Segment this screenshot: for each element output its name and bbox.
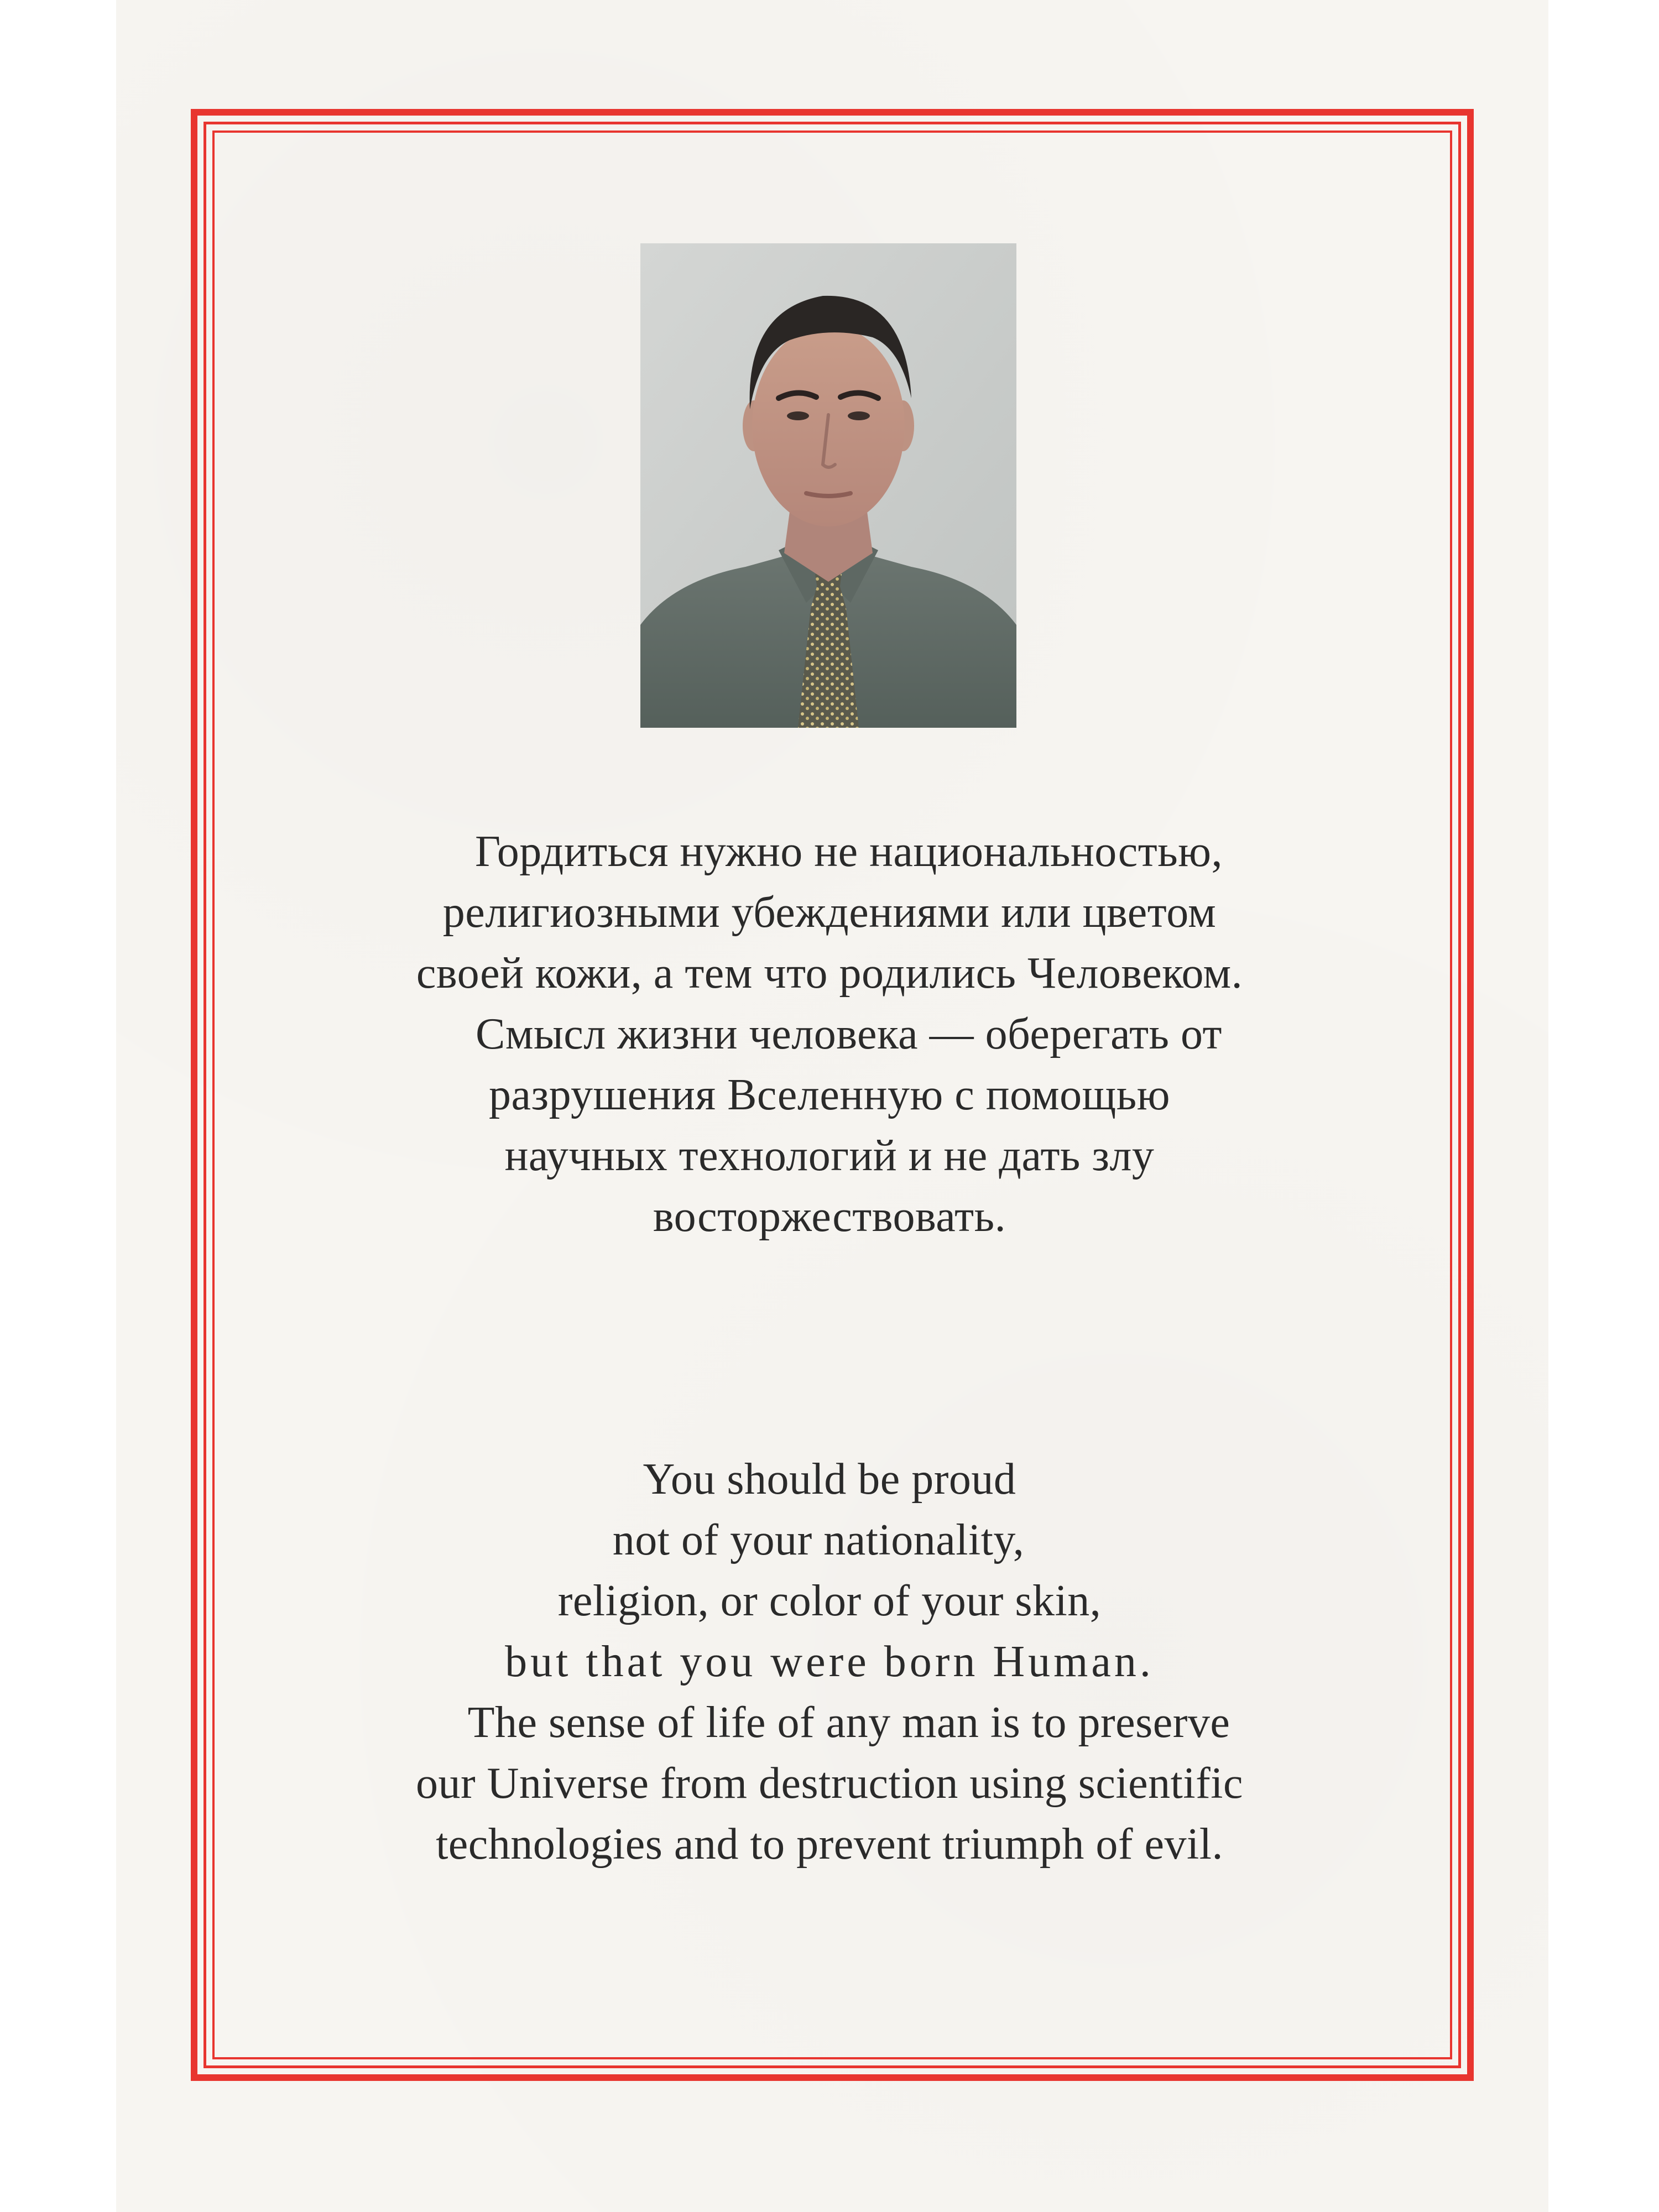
portrait-illustration: [640, 243, 1016, 728]
english-quote: [332, 1449, 1327, 1875]
english-line-2: not of your nationality,: [612, 1516, 1025, 1564]
english-line-6: our Universe from destruction using scientific: [416, 1759, 1243, 1808]
russian-line-5: разрушения Вселенную с помощью: [488, 1071, 1171, 1119]
russian-line-4: Смысл жизни человека — оберегать от: [476, 1010, 1222, 1058]
english-line-5: The sense of life of any man is to preserve: [467, 1698, 1230, 1747]
english-line-7: technologies and to prevent triumph of evil.: [436, 1820, 1223, 1869]
russian-line-2: религиозными убеждениями или цветом: [442, 888, 1217, 937]
russian-quote: [332, 821, 1327, 1247]
english-line-1: You should be proud: [643, 1455, 1016, 1504]
russian-line-3: своей кожи, а тем что родились Человеком.: [416, 949, 1243, 998]
russian-line-1: Гордиться нужно не национальностью,: [475, 827, 1223, 876]
author-portrait-photo: [640, 243, 1016, 728]
russian-line-7: восторжествовать.: [653, 1192, 1006, 1241]
english-line-3: religion, or color of your skin,: [557, 1577, 1102, 1625]
english-line-4: but that you were born Human.: [505, 1637, 1154, 1686]
russian-line-6: научных технологий и не дать злу: [504, 1131, 1155, 1180]
